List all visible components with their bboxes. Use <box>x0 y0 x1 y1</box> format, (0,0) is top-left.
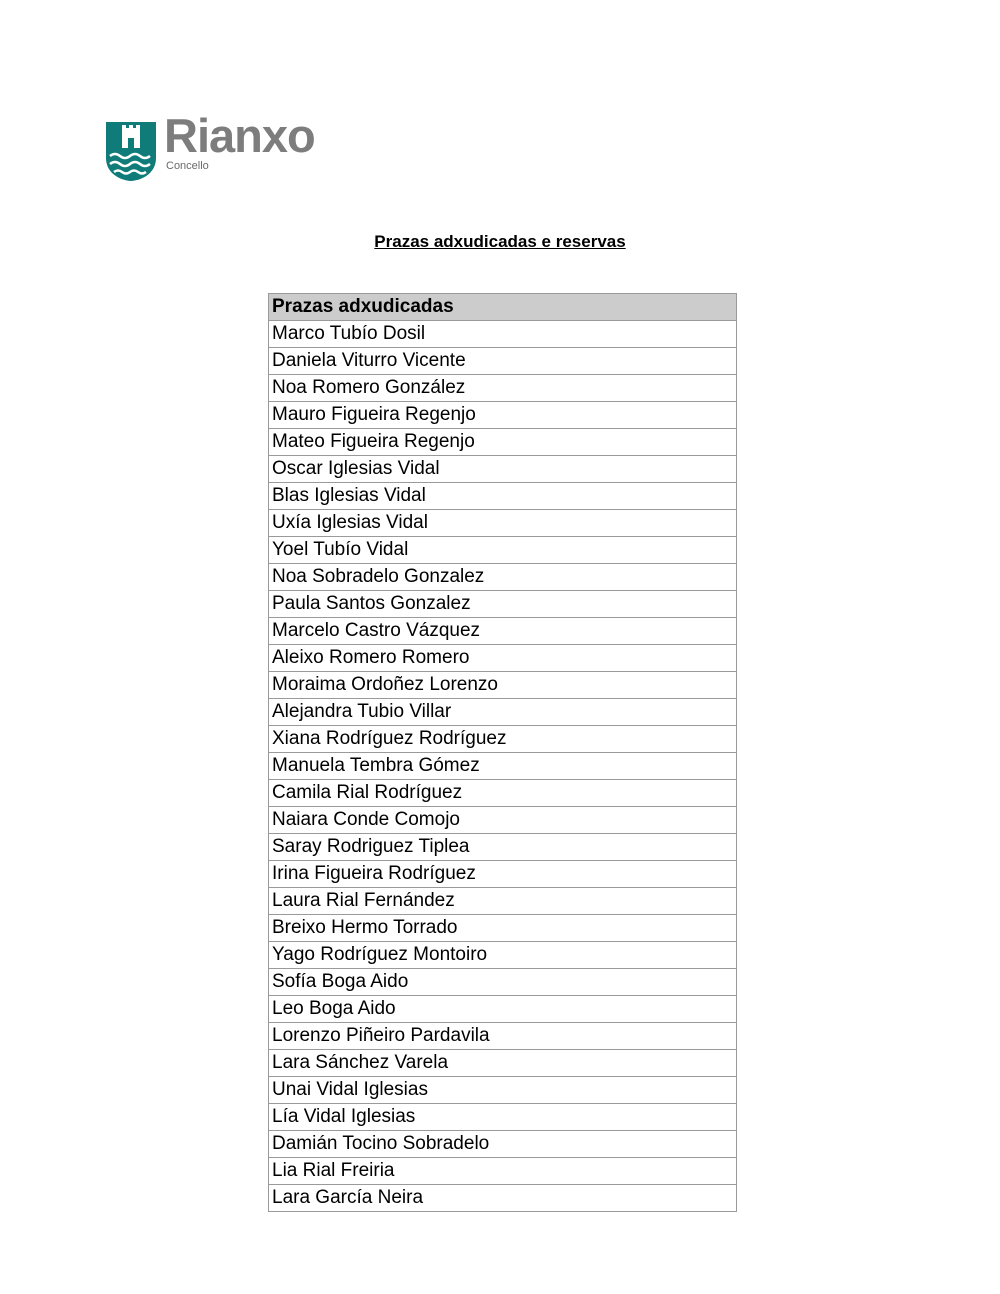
table-row <box>269 1185 737 1212</box>
table-header: Prazas adxudicadas <box>269 294 737 321</box>
table-cell: Oscar Iglesias Vidal <box>269 456 737 483</box>
table-cell: Moraima Ordoñez Lorenzo <box>269 672 737 699</box>
table-row <box>269 618 737 645</box>
table-row <box>269 456 737 483</box>
table-cell: Alejandra Tubio Villar <box>269 699 737 726</box>
table-cell: Paula Santos Gonzalez <box>269 591 737 618</box>
table-cell: Lía Vidal Iglesias <box>269 1104 737 1131</box>
table-cell: Manuela Tembra Gómez <box>269 753 737 780</box>
table-row <box>269 942 737 969</box>
table-cell: Marco Tubío Dosil <box>269 321 737 348</box>
table-row <box>269 726 737 753</box>
table-cell: Marcelo Castro Vázquez <box>269 618 737 645</box>
table-row <box>269 321 737 348</box>
table-row <box>269 1104 737 1131</box>
table-cell: Naiara Conde Comojo <box>269 807 737 834</box>
table-cell: Camila Rial Rodríguez <box>269 780 737 807</box>
table-row <box>269 780 737 807</box>
table-row <box>269 591 737 618</box>
table-cell: Uxía Iglesias Vidal <box>269 510 737 537</box>
table-cell: Irina Figueira Rodríguez <box>269 861 737 888</box>
awarded-places-table <box>268 293 737 1212</box>
table-row <box>269 429 737 456</box>
table-row <box>269 861 737 888</box>
table-cell: Laura Rial Fernández <box>269 888 737 915</box>
rianxo-logo <box>104 109 344 184</box>
table-cell: Unai Vidal Iglesias <box>269 1077 737 1104</box>
table-row <box>269 537 737 564</box>
table-row <box>269 969 737 996</box>
table-row <box>269 402 737 429</box>
table-cell: Damián Tocino Sobradelo <box>269 1131 737 1158</box>
table-cell: Sofía Boga Aido <box>269 969 737 996</box>
table-row <box>269 1023 737 1050</box>
table-row <box>269 996 737 1023</box>
table-cell: Daniela Viturro Vicente <box>269 348 737 375</box>
table-row <box>269 834 737 861</box>
table-row <box>269 699 737 726</box>
table-cell: Yago Rodríguez Montoiro <box>269 942 737 969</box>
table-cell: Breixo Hermo Torrado <box>269 915 737 942</box>
table-row <box>269 1158 737 1185</box>
table-row <box>269 915 737 942</box>
table-row <box>269 348 737 375</box>
table-cell: Aleixo Romero Romero <box>269 645 737 672</box>
table-cell: Xiana Rodríguez Rodríguez <box>269 726 737 753</box>
table-header-row <box>269 294 737 321</box>
table-row <box>269 888 737 915</box>
table-row <box>269 645 737 672</box>
table-row <box>269 753 737 780</box>
table-row <box>269 1077 737 1104</box>
table-cell: Mauro Figueira Regenjo <box>269 402 737 429</box>
table-cell: Lorenzo Piñeiro Pardavila <box>269 1023 737 1050</box>
table-row <box>269 483 737 510</box>
table-cell: Leo Boga Aido <box>269 996 737 1023</box>
logo-wordmark: Rianxo <box>164 109 315 162</box>
table-row <box>269 1131 737 1158</box>
table-body <box>269 321 737 1212</box>
table-row <box>269 672 737 699</box>
table-row <box>269 807 737 834</box>
table-cell: Yoel Tubío Vidal <box>269 537 737 564</box>
table-row <box>269 1050 737 1077</box>
page-title: Prazas adxudicadas e reservas <box>374 232 626 251</box>
table-row <box>269 564 737 591</box>
table-cell: Lara García Neira <box>269 1185 737 1212</box>
logo-subtitle: Concello <box>166 160 209 172</box>
table-cell: Lia Rial Freiria <box>269 1158 737 1185</box>
table-cell: Mateo Figueira Regenjo <box>269 429 737 456</box>
rianxo-shield-icon <box>104 120 158 182</box>
table-row <box>269 510 737 537</box>
table-cell: Lara Sánchez Varela <box>269 1050 737 1077</box>
table-cell: Noa Sobradelo Gonzalez <box>269 564 737 591</box>
table-cell: Saray Rodriguez Tiplea <box>269 834 737 861</box>
table-cell: Noa Romero González <box>269 375 737 402</box>
table-cell: Blas Iglesias Vidal <box>269 483 737 510</box>
table-row <box>269 375 737 402</box>
